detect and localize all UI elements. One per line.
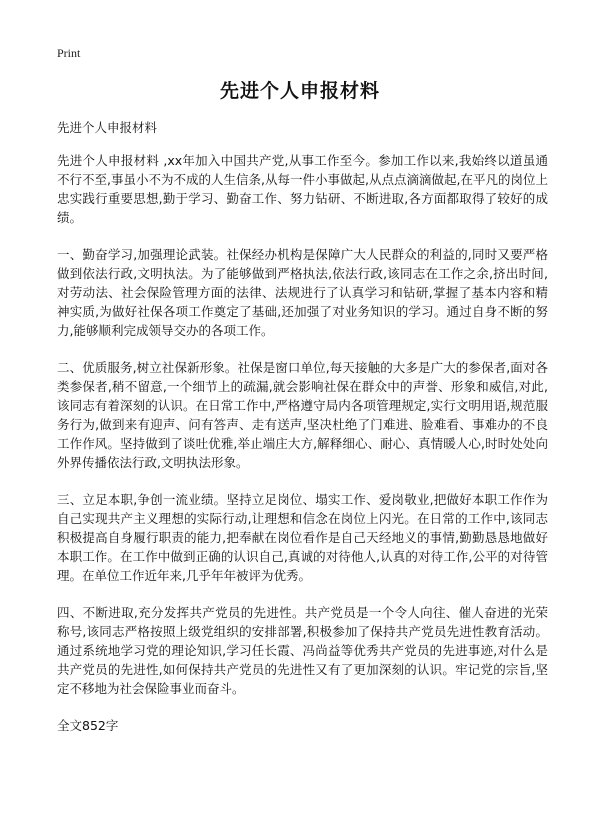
word-count: 全文852字 [57,718,119,733]
paragraph-study: 一、勤奋学习,加强理论武装。社保经办机构是保障广大人民群众的利益的,同时又要严格做到依法行政,文明执法。为了能够做到严格执法,依法行政,该同志在工作之余,挤出时间,对劳动法、社会保险管理方面的法律、法规进行了认真学习和钻研,掌握了基本内容和精神实质,为做好社保各项工作奠定了基础,还加强了对业务知识的学习。通过自身不断的努力,能够顺利完成领导交办的各项工作。 [57,247,548,338]
paragraph-duty: 三、立足本职,争创一流业绩。坚持立足岗位、塌实工作、爱岗敬业,把做好本职工作作为自己实现共产主义理想的实际行动,让理想和信念在岗位上闪光。在日常的工作中,该同志积极提高自身履行职责的能力,把奉献在岗位看作是自己天经地义的事情,勤勤恳恳地做好本职工作。在工作中做到正确的认识自己,真诚的对待他人,认真的对待工作,公平的对待管理。在单位工作近年来,几乎年年被评为优秀。 [57,492,548,583]
paragraph-service: 二、优质服务,树立社保新形象。社保是窗口单位,每天接触的大多是广大的参保者,面对各类参保者,稍不留意,一个细节上的疏漏,就会影响社保在群众中的声誉、形象和威信,对此,该同志有着深刻的认识。在日常工作中,严格遵守局内各项管理规定,实行文明用语,规范服务行为,做到来有迎声、问有答声、走有送声,坚决杜绝了门难进、脸难看、事难办的不良工作作风。坚持做到了谈吐优雅,举止端庄大方,解释细心、耐心、真情暖人心,时时处处向外界传播依法行政,文明执法形象。 [57,360,548,470]
document-subtitle: 先进个人申报材料 [57,120,158,135]
document-body [57,118,548,735]
paragraph-progress: 四、不断进取,充分发挥共产党员的先进性。共产党员是一个令人向往、催人奋进的光荣称号,该同志严格按照上级党组织的安排部署,积极参加了保持共产党员先进性教育活动。通过系统地学习党的理论知识,学习任长霞、冯尚益等优秀共产党员的先进事迹,对什么是共产党员的先进性,如何保持共产党员的先进性又有了更加深刻的认识。牢记党的宗旨,坚定不移地为社会保险事业而奋斗。 [57,605,548,696]
page-title: 先进个人申报材料 [219,80,380,102]
print-link[interactable]: Print [57,46,81,60]
paragraph-intro: 先进个人申报材料 ,xx年加入中国共产党,从事工作至今。参加工作以来,我始终以道虽通不行不至,事虽小不为不成的人生信条,从每一件小事做起,从点点滴滴做起,在平凡的岗位上忠实践行重要思想,勤于学习、勤奋工作、努力钻研、不断进取,各方面都取得了较好的成绩。 [57,153,548,225]
